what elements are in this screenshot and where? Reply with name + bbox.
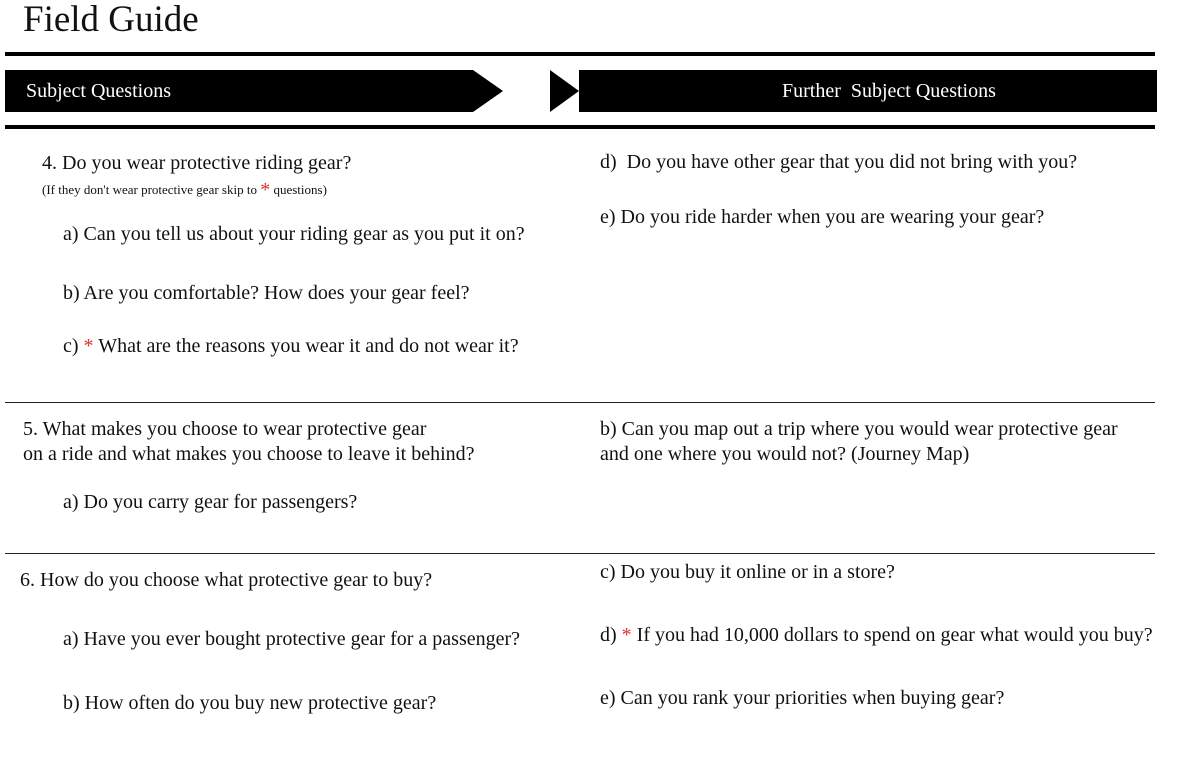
question-6c: c) Do you buy it online or in a store? xyxy=(600,561,895,583)
top-rule xyxy=(5,52,1155,56)
question-6d xyxy=(600,622,1153,648)
further-subject-questions-label: Further Subject Questions xyxy=(782,80,996,102)
question-6d-prefix: d) xyxy=(600,624,617,646)
question-4b: b) Are you comfortable? How does your gear feel? xyxy=(63,282,470,304)
question-4e: e) Do you ride harder when you are wearing your gear? xyxy=(600,206,1045,228)
page-title: Field Guide xyxy=(23,0,199,40)
question-4c-prefix: c) xyxy=(63,335,79,357)
note-prefix: (If they don't wear protective gear skip to xyxy=(42,182,257,197)
question-5a: a) Do you carry gear for passengers? xyxy=(63,491,358,513)
header-bottom-rule xyxy=(5,125,1155,129)
section-divider xyxy=(5,553,1155,554)
question-5-line-2: on a ride and what makes you choose to leave it behind? xyxy=(23,443,475,465)
header-band xyxy=(5,70,1157,112)
note-suffix: questions) xyxy=(273,182,327,197)
question-6b: b) How often do you buy new protective gear? xyxy=(63,692,437,714)
required-star-icon: * xyxy=(621,624,632,646)
question-4c-text: What are the reasons you wear it and do not wear it? xyxy=(98,335,519,357)
section-divider xyxy=(5,402,1155,403)
question-6: 6. How do you choose what protective gear to buy? xyxy=(20,569,433,591)
question-4a: a) Can you tell us about your riding gear as you put it on? xyxy=(63,223,525,245)
question-6d-text: If you had 10,000 dollars to spend on gear what would you buy? xyxy=(636,624,1153,646)
question-4: 4. Do you wear protective riding gear? xyxy=(42,152,352,174)
question-4d: d) Do you have other gear that you did not bring with you? xyxy=(600,151,1078,173)
question-4-note xyxy=(42,179,327,201)
required-star-icon: * xyxy=(83,335,94,357)
question-5b-line-1: b) Can you map out a trip where you would wear protective gear xyxy=(600,418,1118,440)
required-star-icon: * xyxy=(260,179,271,201)
question-6a: a) Have you ever bought protective gear for a passenger? xyxy=(63,628,521,650)
question-5-line-1: 5. What makes you choose to wear protective gear xyxy=(23,418,427,440)
subject-questions-label: Subject Questions xyxy=(26,80,171,102)
question-6e: e) Can you rank your priorities when buying gear? xyxy=(600,687,1005,709)
question-5b-line-2: and one where you would not? (Journey Map) xyxy=(600,443,970,465)
question-4c xyxy=(63,333,519,359)
